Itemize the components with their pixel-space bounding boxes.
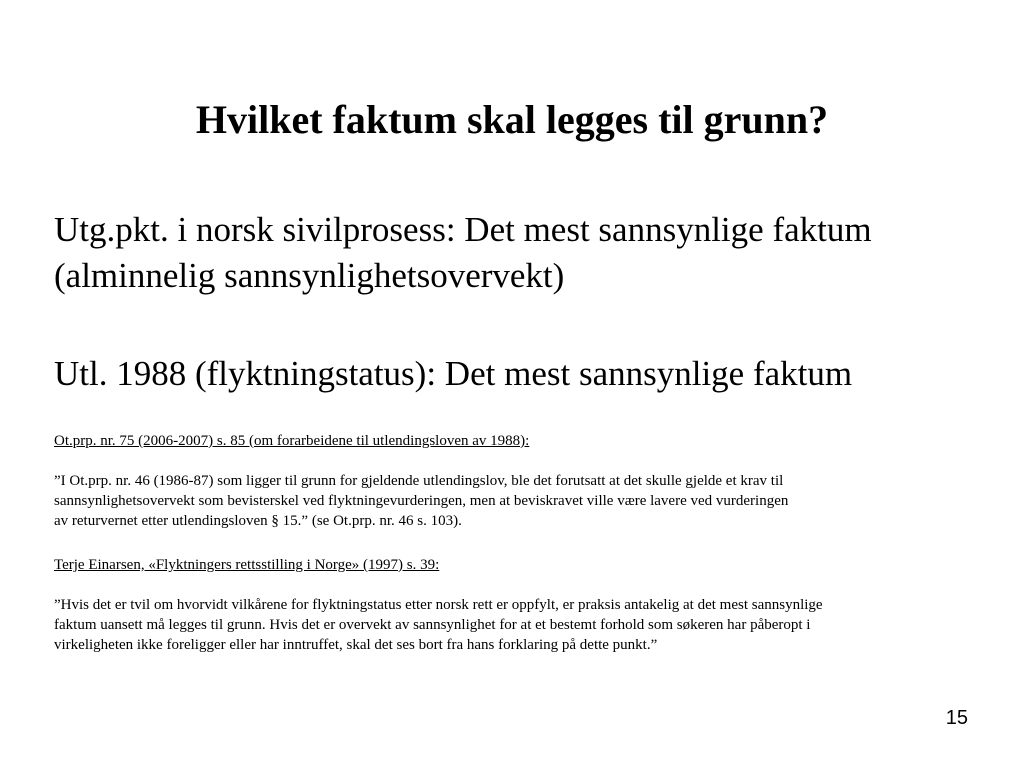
quote-line: ”Hvis det er tvil om hvorvidt vilkårene for flyktningstatus etter norsk rett er oppfylt, er praksis antakelig at det mest sannsynlige <box>54 597 823 613</box>
quote-einarsen <box>54 595 994 655</box>
slide-title: Hvilket faktum skal legges til grunn? <box>195 97 829 142</box>
main-statement-line: (alminnelig sannsynlighetsovervekt) <box>54 256 565 295</box>
quote-line: ”I Ot.prp. nr. 46 (1986-87) som ligger til grunn for gjeldende utlendingslov, ble det forutsatt at det skulle gjelde et krav til <box>54 473 784 489</box>
quote-line: sannsynlighetsovervekt som bevisterskel ved flyktningevurderingen, men at beviskravet ville være lavere ved vurderingen <box>54 493 789 509</box>
quote-line: av returvernet etter utlendingsloven § 15.” (se Ot.prp. nr. 46 s. 103). <box>54 513 462 529</box>
page-number: 15 <box>945 707 968 729</box>
source-heading-ot-prp: Ot.prp. nr. 75 (2006-2007) s. 85 (om forarbeidene til utlendingsloven av 1988): <box>54 433 530 449</box>
main-statement-line: Utl. 1988 (flyktningstatus): Det mest sannsynlige faktum <box>54 354 853 393</box>
quote-ot-prp <box>54 471 994 531</box>
source-heading-einarsen: Terje Einarsen, «Flyktningers rettsstilling i Norge» (1997) s. 39: <box>54 557 440 573</box>
main-statement-refugee-status <box>54 351 1014 397</box>
quote-line: faktum uansett må legges til grunn. Hvis det er overvekt av sannsynlighet for at et bestemt forhold som søkeren har påberopt i <box>54 617 811 633</box>
main-statement-civil-procedure <box>54 207 1014 299</box>
main-statement-line: Utg.pkt. i norsk sivilprosess: Det mest sannsynlige faktum <box>54 210 872 249</box>
quote-line: virkeligheten ikke foreligger eller har inntruffet, skal det ses bort fra hans forklaring på dette punkt.” <box>54 637 658 653</box>
